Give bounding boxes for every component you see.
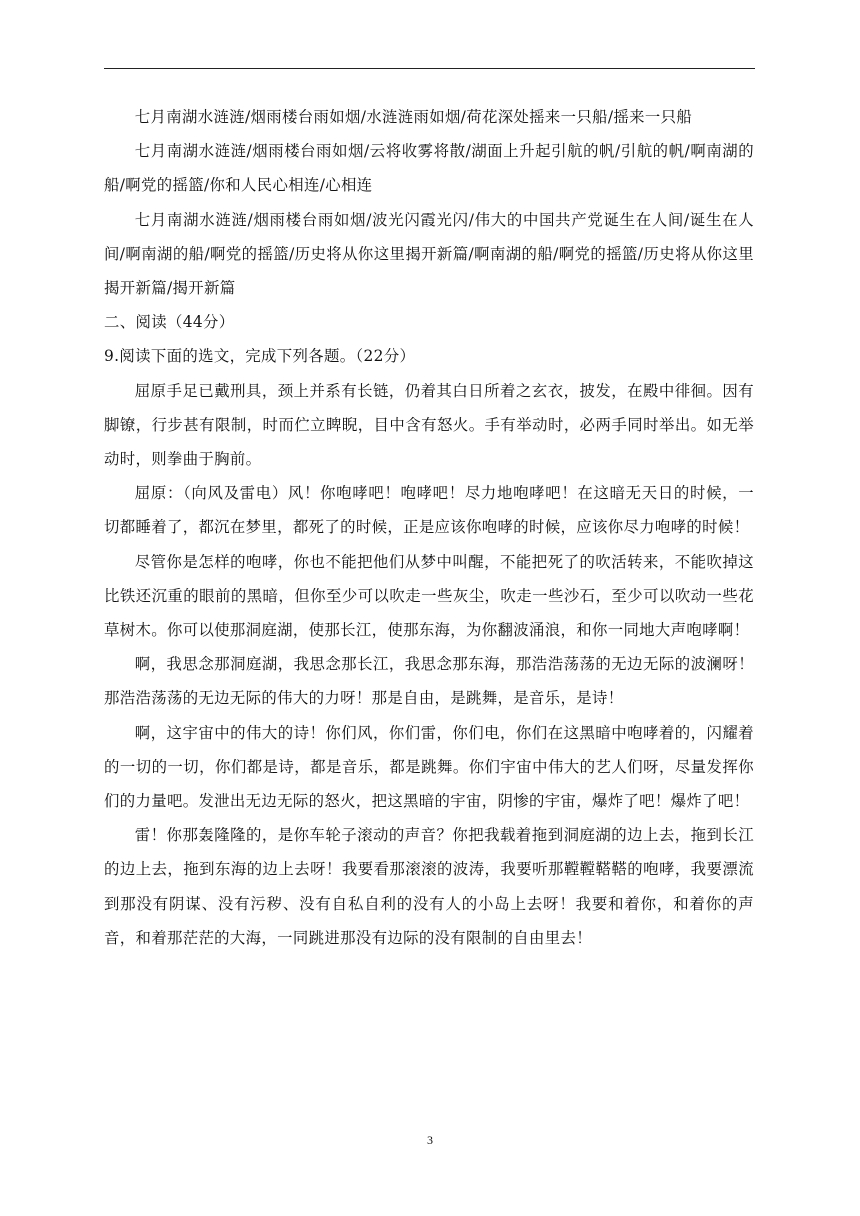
section-heading: 二、阅读（44分） [104, 313, 235, 332]
passage-paragraph: 雷！你那轰隆隆的，是你车轮子滚动的声音？你把我载着拖到洞庭湖的边上去，拖到长江的边上去，拖到东海的边上去呀！我要看那滚滚的波涛，我要听那鞺鞺鞳鞳的咆哮，我要漂流到那没有阴谋、没有污秽、没有自私自利的没有人的小岛上去呀！我要和着你，和着你的声音，和着那茫茫的大海，一同跳进那没有边际的没有限制的自由里去！ [104, 826, 754, 947]
passage-paragraph: 尽管你是怎样的咆哮，你也不能把他们从梦中叫醒，不能把死了的吹活转来，不能吹掉这比铁还沉重的眼前的黑暗，但你至少可以吹走一些灰尘，吹走一些沙石，至少可以吹动一些花草树木。你可以使那洞庭湖，使那长江，使那东海，为你翻波涌浪，和你一同地大声咆哮啊！ [104, 552, 754, 640]
document-body [104, 100, 754, 955]
song-verse-1: 七月南湖水涟涟/烟雨楼台雨如烟/水涟涟雨如烟/荷花深处摇来一只船/摇来一只船 [134, 108, 693, 126]
passage-paragraph: 屈原：（向风及雷电）风！你咆哮吧！咆哮吧！尽力地咆哮吧！在这暗无天日的时候，一切都睡着了，都沉在梦里，都死了的时候，正是应该你咆哮的时候，应该你尽力咆哮的时候！ [104, 484, 754, 537]
header-rule [104, 68, 755, 69]
passage-paragraph: 屈原手足已戴刑具，颈上并系有长链，仍着其白日所着之玄衣，披发，在殿中徘徊。因有脚镣，行步甚有限制，时而伫立睥睨，目中含有怒火。手有举动时，必两手同时举出。如无举动时，则拳曲于胸前。 [104, 381, 754, 469]
passage-paragraph: 啊，我思念那洞庭湖，我思念那长江，我思念那东海，那浩浩荡荡的无边无际的波澜呀！那浩浩荡荡的无边无际的伟大的力呀！那是自由，是跳舞，是音乐，是诗！ [104, 655, 754, 708]
song-verse-3: 七月南湖水涟涟/烟雨楼台雨如烟/波光闪霞光闪/伟大的中国共产党诞生在人间/诞生在人间/啊南湖的船/啊党的摇篮/历史将从你这里揭开新篇/啊南湖的船/啊党的摇篮/历史将从你这里揭开新篇/揭开新篇 [104, 210, 754, 298]
question-title: 9.阅读下面的选文，完成下列各题。（22分） [104, 347, 416, 366]
song-verse-2: 七月南湖水涟涟/烟雨楼台雨如烟/云将收雾将散/湖面上升起引航的帆/引航的帆/啊南湖的船/啊党的摇篮/你和人民心相连/心相连 [104, 142, 754, 195]
page-number: 3 [427, 1133, 433, 1147]
passage-paragraph: 啊，这宇宙中的伟大的诗！你们风，你们雷，你们电，你们在这黑暗中咆哮着的，闪耀着的一切的一切，你们都是诗，都是音乐，都是跳舞。你们宇宙中伟大的艺人们呀，尽量发挥你们的力量吧。发泄出无边无际的怒火，把这黑暗的宇宙，阴惨的宇宙，爆炸了吧！爆炸了吧！ [104, 723, 754, 811]
